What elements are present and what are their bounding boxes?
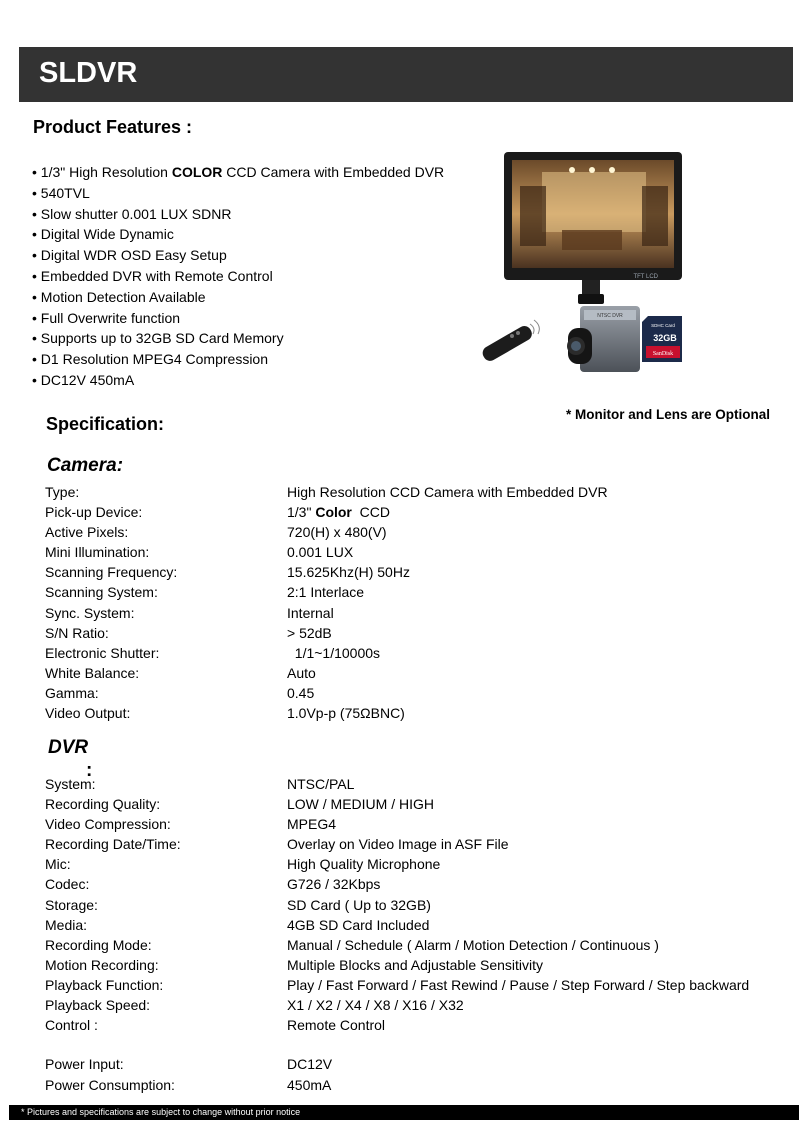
page-title: SLDVR (39, 57, 138, 89)
feature-item: • DC12V 450mA (32, 371, 135, 388)
footer-bar (9, 1105, 799, 1120)
camera-icon (567, 306, 640, 372)
feature-item: • Slow shutter 0.001 LUX SDNR (32, 205, 232, 222)
product-illustration (472, 150, 692, 380)
features-list (32, 162, 444, 391)
feature-item: • Motion Detection Available (32, 288, 206, 305)
feature-item: • Full Overwrite function (32, 309, 181, 326)
dvr-section-heading: DVR (48, 737, 89, 758)
feature-item: • Digital WDR OSD Easy Setup (32, 247, 227, 264)
svg-text:TFT LCD: TFT LCD (633, 274, 658, 280)
dvr-heading-colon: : (86, 760, 93, 781)
footer-note: * Pictures and specifications are subject to change without prior notice (21, 1107, 301, 1117)
remote-control-icon (480, 320, 539, 363)
feature-item: • 1/3" High Resolution COLOR CCD Camera with Embedded DVR (32, 164, 445, 180)
svg-text:SDHC Card: SDHC Card (651, 323, 675, 328)
optional-note: * Monitor and Lens are Optional (566, 407, 771, 422)
feature-item: • Digital Wide Dynamic (32, 226, 174, 243)
specification-heading: Specification: (46, 414, 165, 434)
svg-text:32GB: 32GB (653, 333, 677, 343)
camera-section-heading: Camera: (47, 455, 124, 476)
feature-item: • D1 Resolution MPEG4 Compression (32, 351, 268, 368)
svg-text:NTSC DVR: NTSC DVR (597, 313, 623, 319)
title-bar (19, 47, 793, 102)
sd-card-icon (642, 316, 682, 362)
svg-text:SanDisk: SanDisk (652, 351, 674, 357)
feature-item: • 540TVL (32, 184, 90, 201)
feature-item: • Embedded DVR with Remote Control (32, 267, 273, 284)
features-heading: Product Features : (33, 117, 193, 137)
monitor-icon (504, 152, 682, 280)
feature-item: • Supports up to 32GB SD Card Memory (32, 330, 284, 347)
